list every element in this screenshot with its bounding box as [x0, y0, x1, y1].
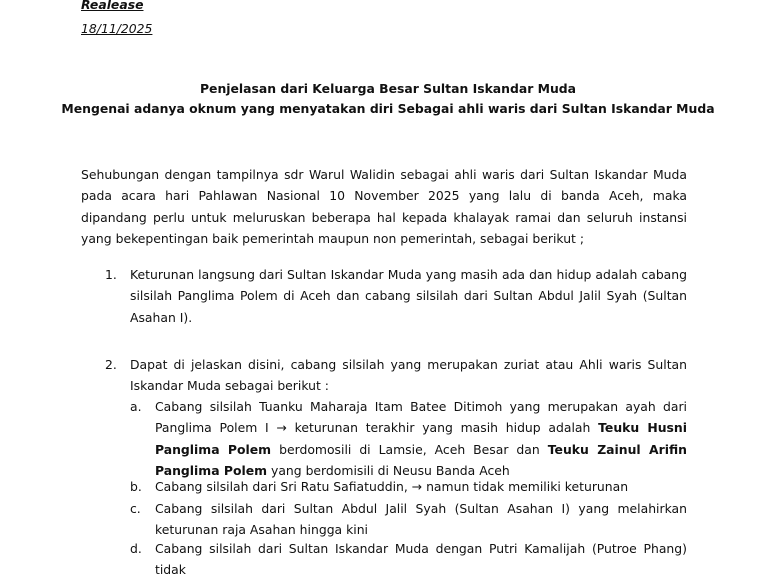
- sub-item-text-part: Cabang silsilah Tuanku Maharaja Itam Batee Ditimoh yang merupakan ayah dari Panglima Polem I → keturunan terakhir yang masih hidup adalah: [155, 399, 687, 436]
- list-item-number: 1.: [105, 267, 117, 282]
- sub-list-item-text: Cabang silsilah dari Sultan Abdul Jalil Syah (Sultan Asahan I) yang melahirkan keturunan raja Asahan hingga kini: [155, 501, 687, 538]
- sub-list-item-text: Cabang silsilah dari Sultan Iskandar Muda dengan Putri Kamalijah (Putroe Phang) tidak: [155, 541, 687, 578]
- intro-paragraph: Sehubungan dengan tampilnya sdr Warul Walidin sebagai ahli waris dari Sultan Iskandar Muda pada acara hari Pahlawan Nasional 10 November 2025 yang lalu di banda Aceh, maka dipandang perlu untuk meluruskan beberapa hal kepada khalayak ramai dan seluruh instansi yang bekepentingan baik pemerintah maupun non pemerintah, sebagai berikut ;: [81, 167, 687, 246]
- sub-item-text-part: berdomosili di Lamsie, Aceh Besar dan: [271, 441, 548, 457]
- sub-list-item-text: Cabang silsilah dari Sri Ratu Safiatuddin, → namun tidak memiliki keturunan: [155, 479, 629, 494]
- list-item-text: Keturunan langsung dari Sultan Iskandar Muda yang masih ada dan hidup adalah cabang silsilah Panglima Polem di Aceh dan cabang silsilah dari Sultan Abdul Jalil Syah (Sultan Asahan I).: [130, 267, 687, 325]
- list-item-text: Dapat di jelaskan disini, cabang silsilah yang merupakan zuriat atau Ahli waris Sultan Iskandar Muda sebagai berikut :: [130, 357, 687, 394]
- heir-name-bold: Teuku Husni Panglima Polem: [155, 420, 687, 457]
- sub-list-item-letter: b.: [130, 479, 142, 494]
- sub-list-item-text: [155, 396, 687, 481]
- release-date: 18/11/2025: [81, 21, 153, 36]
- document-title: Penjelasan dari Keluarga Besar Sultan Iskandar Muda: [199, 81, 577, 96]
- sub-list-item-letter: c.: [130, 501, 141, 516]
- list-item-number: 2.: [105, 357, 117, 372]
- sub-item-text-part: yang berdomisili di Neusu Banda Aceh: [267, 462, 510, 478]
- release-label: Realease: [81, 0, 144, 12]
- sub-list-item-letter: d.: [130, 541, 142, 556]
- document-subtitle: Mengenai adanya oknum yang menyatakan diri Sebagai ahli waris dari Sultan Iskandar Muda: [61, 101, 715, 116]
- sub-list-item-letter: a.: [130, 399, 142, 414]
- heir-name-bold: Teuku Zainul Arifin Panglima Polem: [155, 441, 687, 478]
